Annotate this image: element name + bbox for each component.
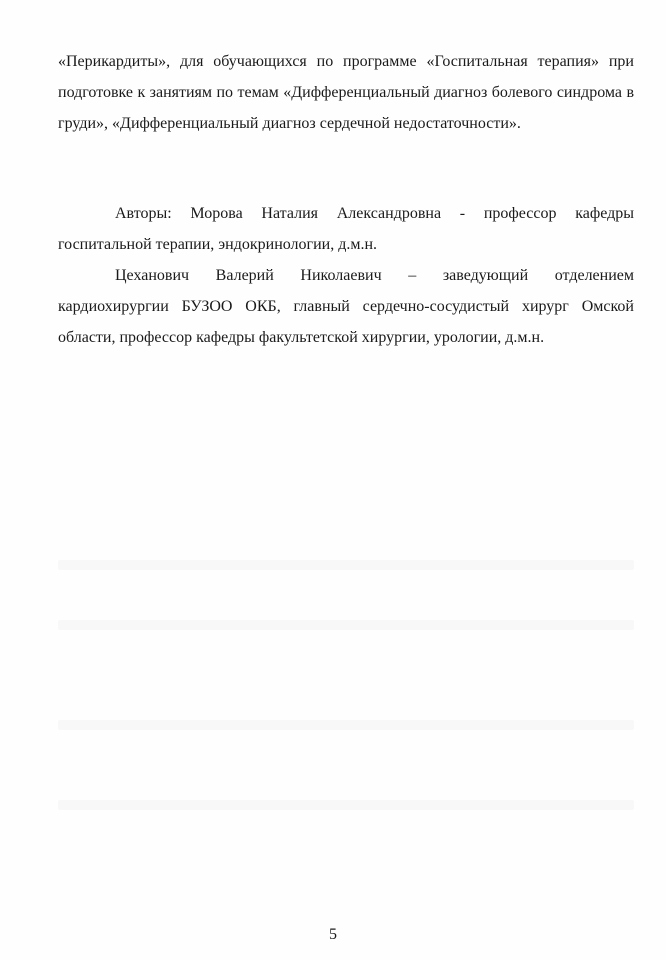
- bleed-through-shadow: [58, 560, 634, 570]
- coauthor-paragraph: Цеханович Валерий Николаевич – заведующий отделением кардиохирургии БУЗОО ОКБ, главный сердечно-сосудистый хирург Омской области, профессор кафедры факультетской хирургии, урологии, д.м.н.: [58, 267, 634, 346]
- bleed-through-shadow: [58, 620, 634, 630]
- page-number: 5: [329, 926, 337, 943]
- bleed-through-shadow: [58, 800, 634, 810]
- intro-paragraph: «Перикардиты», для обучающихся по программе «Госпитальная терапия» при подготовке к занятиям по темам «Дифференциальный диагноз болевого синдрома в груди», «Дифференциальный диагноз сердечной недостаточности».: [58, 53, 634, 132]
- bleed-through-shadow: [58, 720, 634, 730]
- authors-paragraph: Авторы: Морова Наталия Александровна - профессор кафедры госпитальной терапии, эндокринологии, д.м.н.: [58, 205, 634, 253]
